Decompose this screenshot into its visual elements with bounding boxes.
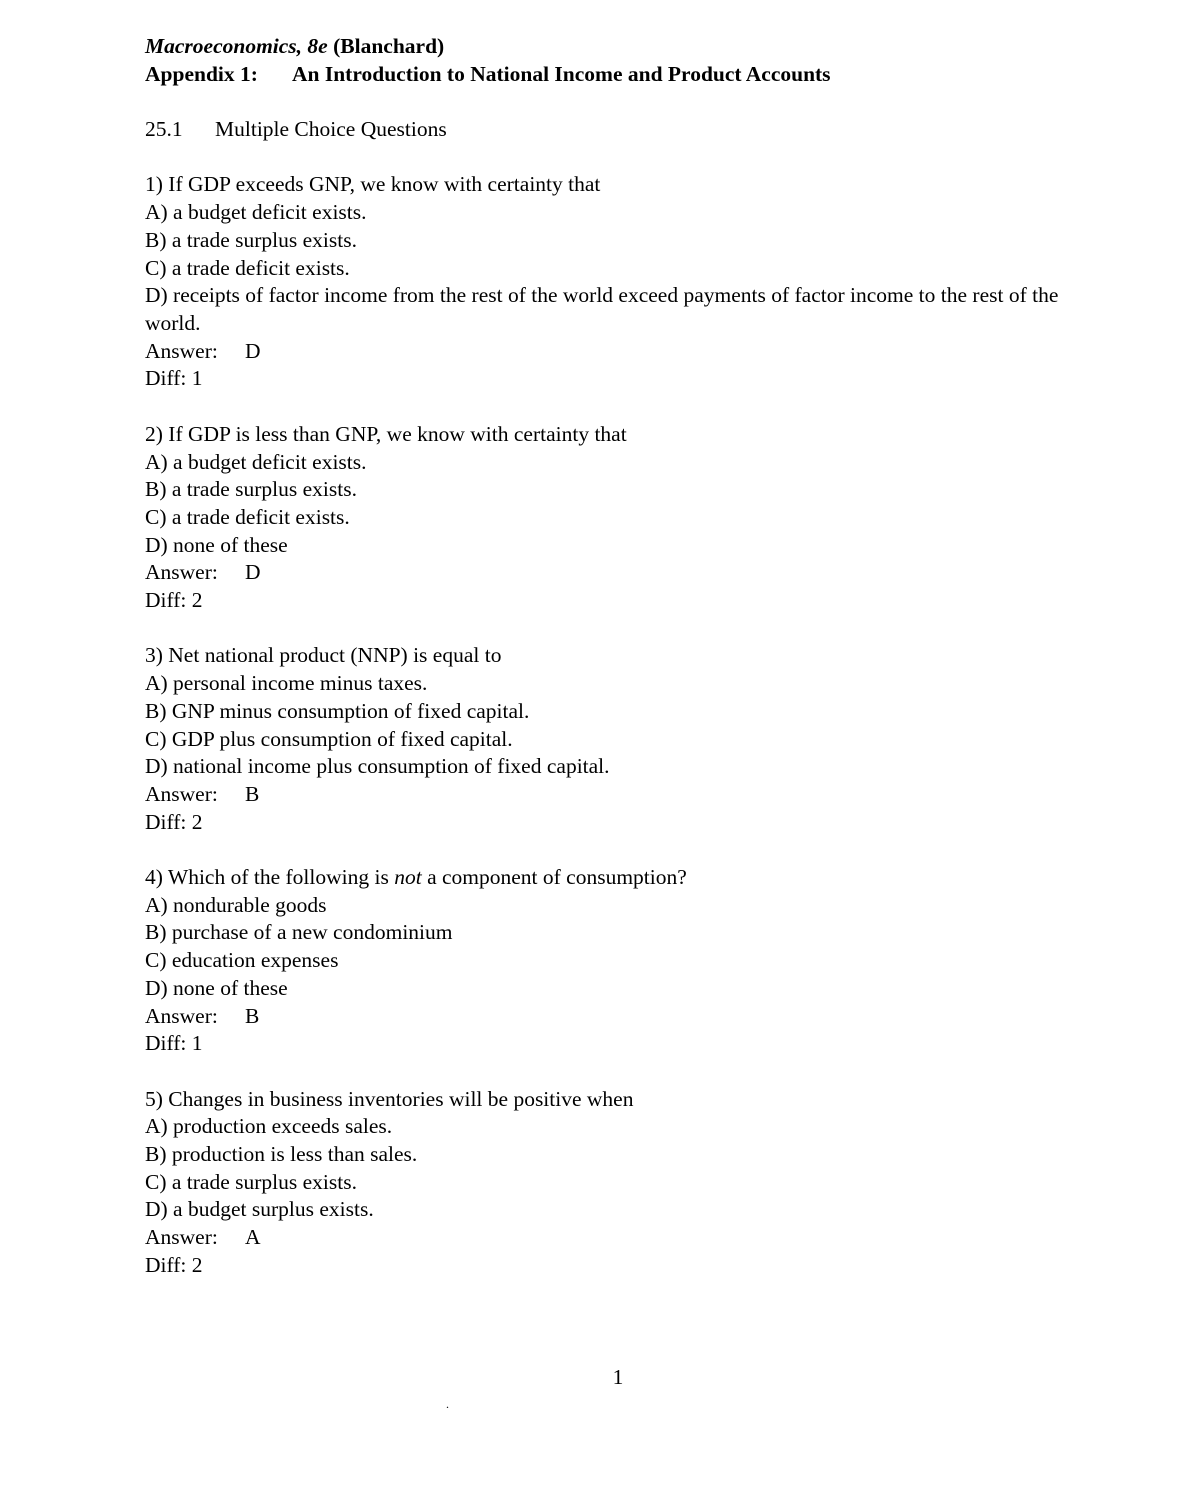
answer-value: B — [245, 1003, 260, 1028]
appendix-title: An Introduction to National Income and Product Accounts — [292, 61, 831, 86]
option-a: A) production exceeds sales. — [145, 1114, 393, 1139]
option-a: A) a budget deficit exists. — [145, 200, 367, 225]
question-stem: 2) If GDP is less than GNP, we know with certainty that — [145, 421, 627, 446]
section-number: 25.1 — [145, 117, 183, 142]
question-1 — [145, 171, 1095, 393]
difficulty: Diff: 2 — [145, 588, 203, 613]
option-b: B) purchase of a new condominium — [145, 920, 453, 945]
section-title: Multiple Choice Questions — [215, 117, 447, 142]
answer-label: Answer: — [145, 338, 218, 363]
option-a: A) nondurable goods — [145, 892, 327, 917]
difficulty: Diff: 1 — [145, 1031, 203, 1056]
question-2 — [145, 421, 1095, 615]
appendix-label: Appendix 1: — [145, 61, 258, 86]
answer-line — [145, 781, 1095, 809]
option-d: D) none of these — [145, 975, 288, 1000]
answer-label: Answer: — [145, 1003, 218, 1028]
option-d: D) a budget surplus exists. — [145, 1197, 374, 1222]
stem-emphasis: not — [394, 865, 422, 890]
document-page — [145, 33, 1095, 1280]
answer-value: D — [245, 560, 261, 585]
answer-line — [145, 338, 1095, 366]
answer-line — [145, 559, 1095, 587]
question-stem: 1) If GDP exceeds GNP, we know with certainty that — [145, 172, 601, 197]
answer-label: Answer: — [145, 1225, 218, 1250]
question-stem: 3) Net national product (NNP) is equal to — [145, 643, 502, 668]
question-3 — [145, 642, 1095, 836]
option-c: C) a trade deficit exists. — [145, 255, 350, 280]
appendix-heading — [145, 61, 1095, 89]
option-a: A) personal income minus taxes. — [145, 671, 428, 696]
option-d: D) none of these — [145, 532, 288, 557]
answer-line — [145, 1003, 1095, 1031]
question-stem: 5) Changes in business inventories will be positive when — [145, 1086, 634, 1111]
question-4 — [145, 864, 1095, 1058]
section-heading — [145, 116, 1095, 144]
option-c: C) a trade deficit exists. — [145, 504, 350, 529]
book-title: Macroeconomics, 8e — [145, 34, 328, 58]
option-b: B) a trade surplus exists. — [145, 227, 357, 252]
answer-value: B — [245, 781, 260, 806]
option-a: A) a budget deficit exists. — [145, 449, 367, 474]
difficulty: Diff: 2 — [145, 809, 203, 834]
option-c: C) GDP plus consumption of fixed capital. — [145, 726, 513, 751]
stem-before: 4) Which of the following is — [145, 865, 395, 890]
option-b: B) GNP minus consumption of fixed capital. — [145, 698, 530, 723]
answer-line — [145, 1224, 1095, 1252]
difficulty: Diff: 2 — [145, 1252, 203, 1277]
difficulty: Diff: 1 — [145, 366, 203, 391]
book-author: (Blanchard) — [333, 34, 445, 58]
option-b: B) production is less than sales. — [145, 1142, 418, 1167]
answer-label: Answer: — [145, 560, 218, 585]
question-stem — [145, 864, 1095, 892]
stem-after: a component of consumption? — [421, 865, 687, 890]
footer-mark: . — [446, 1397, 449, 1411]
book-heading — [145, 33, 1095, 61]
page-number: 1 — [612, 1365, 624, 1389]
answer-value: A — [245, 1225, 261, 1250]
option-c: C) education expenses — [145, 948, 339, 973]
option-c: C) a trade surplus exists. — [145, 1169, 357, 1194]
answer-label: Answer: — [145, 781, 218, 806]
option-d: D) national income plus consumption of fixed capital. — [145, 754, 610, 779]
question-5 — [145, 1086, 1095, 1280]
answer-value: D — [245, 338, 261, 363]
option-d: D) receipts of factor income from the rest of the world exceed payments of factor income to the rest of the world. — [145, 283, 1059, 335]
option-b: B) a trade surplus exists. — [145, 477, 357, 502]
